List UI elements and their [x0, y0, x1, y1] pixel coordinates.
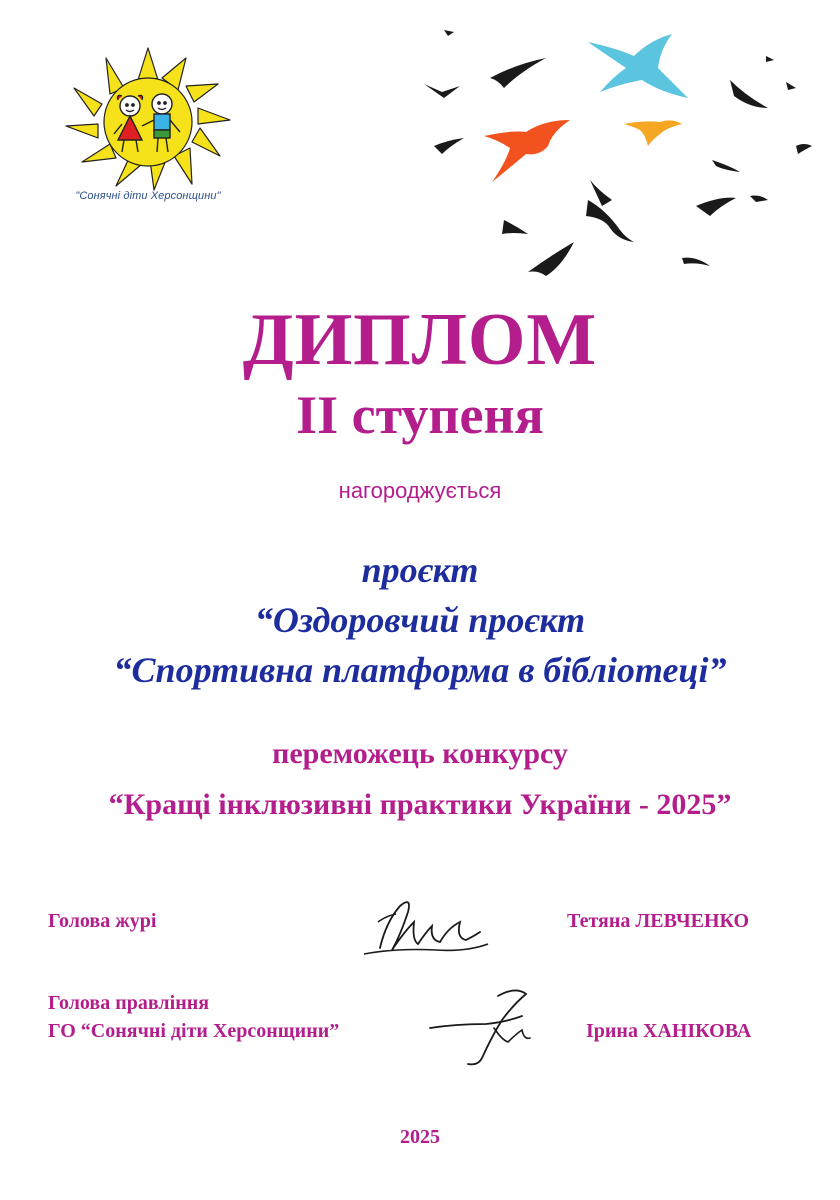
project-name-line1: “Оздоровчий проєкт — [254, 600, 586, 640]
flying-birds-icon — [420, 20, 820, 290]
board-signature — [426, 984, 556, 1074]
jury-chair-role: Голова журі — [48, 910, 157, 932]
jury-chair-name: Тетяна ЛЕВЧЕНКО — [567, 910, 750, 932]
diploma-year: 2025 — [400, 1126, 440, 1148]
project-name-line2: “Спортивна платформа в бібліотеці” — [113, 650, 727, 690]
board-chair-name: Ірина ХАНІКОВА — [586, 1020, 752, 1042]
organization-logo — [58, 44, 238, 214]
board-chair-role-line2: ГО “Сонячні діти Херсонщини” — [48, 1020, 340, 1042]
winner-text: переможець конкурсу — [272, 737, 568, 770]
board-chair-role-line1: Голова правління — [48, 992, 210, 1014]
project-label: проєкт — [361, 550, 479, 590]
sunny-children-logo-icon — [58, 44, 238, 194]
awarded-text: нагороджується — [338, 478, 502, 503]
diploma-title: ДИПЛОМ — [242, 299, 598, 381]
contest-name: “Кращі інклюзивні практики України - 2025” — [108, 788, 732, 821]
jury-signature — [356, 892, 496, 962]
diploma-degree: II ступеня — [296, 385, 544, 445]
logo-caption: "Сонячні діти Херсонщини" — [75, 190, 221, 202]
